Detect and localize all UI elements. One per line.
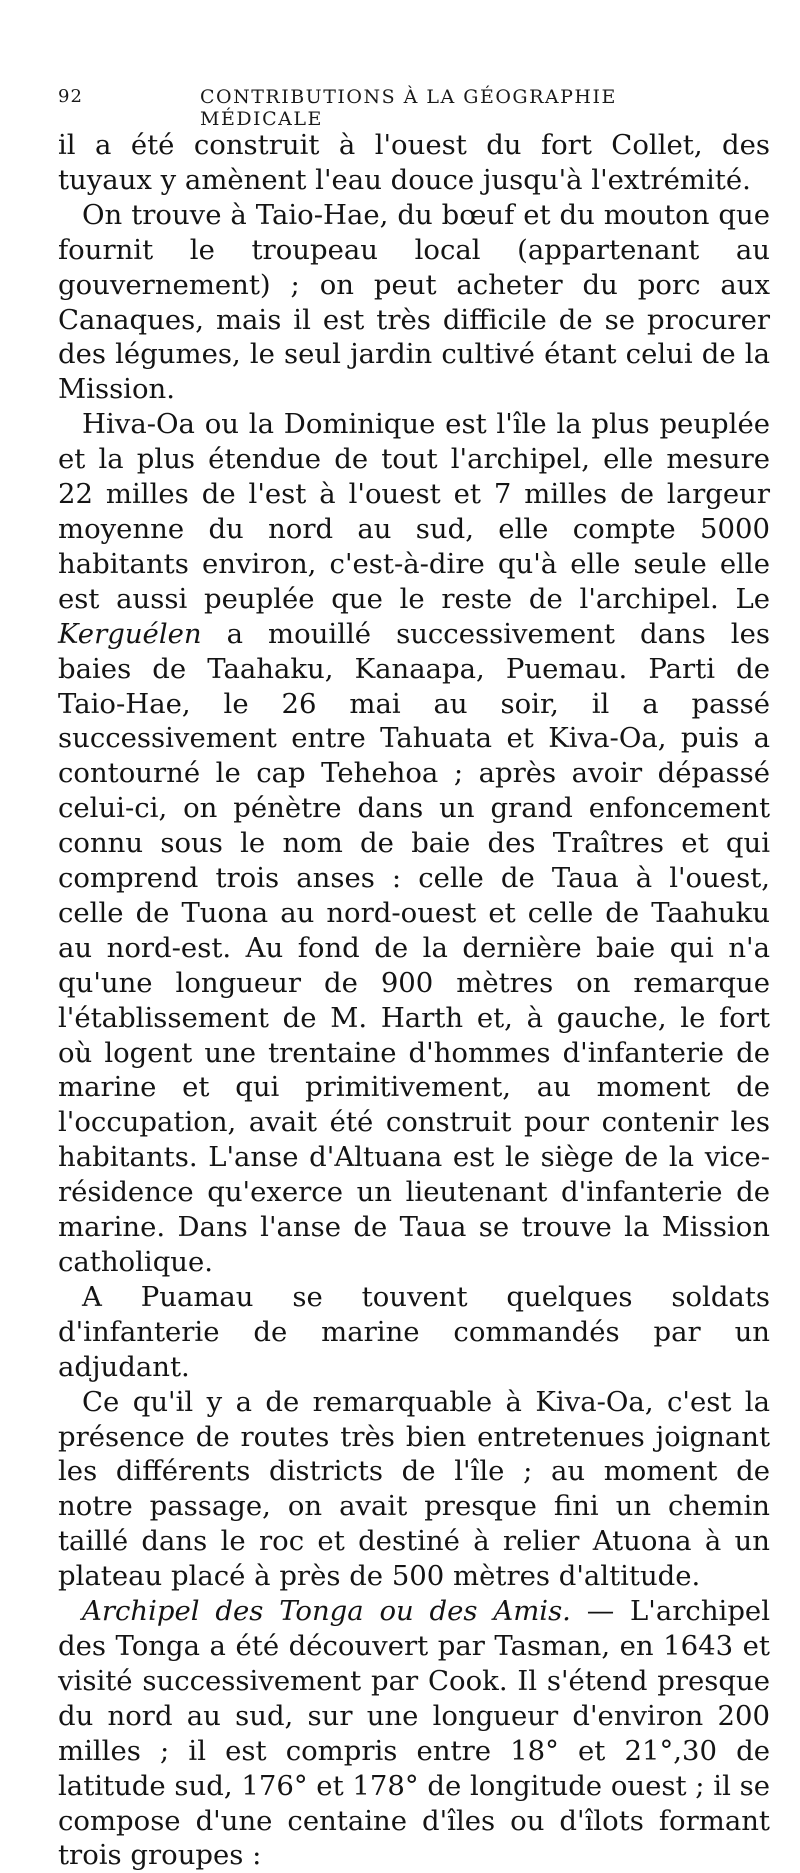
paragraph-hiva-oa [58, 407, 770, 1280]
paragraph-puamau: A Puamau se touvent quelques soldats d'infanterie de marine commandés par un adjudant. [58, 1280, 770, 1383]
hiva-oa-text-end: a mouillé successivement dans les baies de Taahaku, Kanaapa, Puemau. Parti de Taio-Hae, le 26 mai au soir, il a passé successivement entre Tahuata et Kiva-Oa, puis a contourné le cap Tehehoa ; après avoir dépassé celui-ci, on pénètre dans un grand enfoncement connu sous le nom de baie des Traîtres et qui comprend trois anses : celle de Taua à l'ouest, celle de Tuona au nord-ouest et celle de Taahuku au nord-est. Au fond de la dernière baie qui n'a qu'une longueur de 900 mètres on remarque l'établissement de M. Harth et, à gauche, le fort où logent une trentaine d'hommes d'infanterie de marine et qui primitivement, au moment de l'occupation, avait été construit pour contenir les habitants. L'anse d'Altuana est le siège de la vice-résidence qu'exerce un lieutenant d'infanterie de marine. Dans l'anse de Taua se trouve la Mission catholique. [58, 617, 770, 1278]
page-number: 92 [58, 86, 83, 107]
ship-name-kerguelen: Kerguélen [58, 617, 202, 650]
tonga-text: — L'archipel des Tonga a été découvert par Tasman, en 1643 et visité successivement par Cook. Il s'étend presque du nord au sud, sur une longueur d'environ 200 milles ; il est compris entre 18° et 21°,30 de latitude sud, 176° et 178° de longitude ouest ; il se compose d'une centaine d'îles ou d'îlots formant trois groupes : [58, 1595, 770, 1872]
paragraph-tonga [58, 1594, 770, 1873]
paragraph-continuation: il a été construit à l'ouest du fort Collet, des tuyaux y amènent l'eau douce jusqu'à l'extrémité. [58, 129, 770, 196]
running-header [58, 86, 680, 130]
paragraph-kiva-oa-roads: Ce qu'il y a de remarquable à Kiva-Oa, c'est la présence de routes très bien entretenues joignant les différents districts de l'île ; au moment de notre passage, on avait presque fini un chemin taillé dans le roc et destiné à relier Atuona à un plateau placé à près de 500 mètres d'altitude. [58, 1385, 770, 1593]
section-heading-tonga: Archipel des Tonga ou des Amis. [82, 1595, 571, 1628]
body-text [58, 128, 770, 1873]
paragraph-taio-hae-supplies: On trouve à Taio-Hae, du bœuf et du mouton que fournit le troupeau local (appartenant au gouvernement) ; on peut acheter du porc aux Canaques, mais il est très difficile de se procurer des légumes, le seul jardin cultivé étant celui de la Mission. [58, 198, 770, 406]
running-title: CONTRIBUTIONS À LA GÉOGRAPHIE MÉDICALE [200, 86, 617, 130]
hiva-oa-text-start: Hiva-Oa ou la Dominique est l'île la plus peuplée et la plus étendue de tout l'archipel, elle mesure 22 milles de l'est à l'ouest et 7 milles de largeur moyenne du nord au sud, elle compte 5000 habitants environ, c'est-à-dire qu'à elle seule elle est aussi peuplée que le reste de l'archipel. Le [58, 408, 770, 615]
